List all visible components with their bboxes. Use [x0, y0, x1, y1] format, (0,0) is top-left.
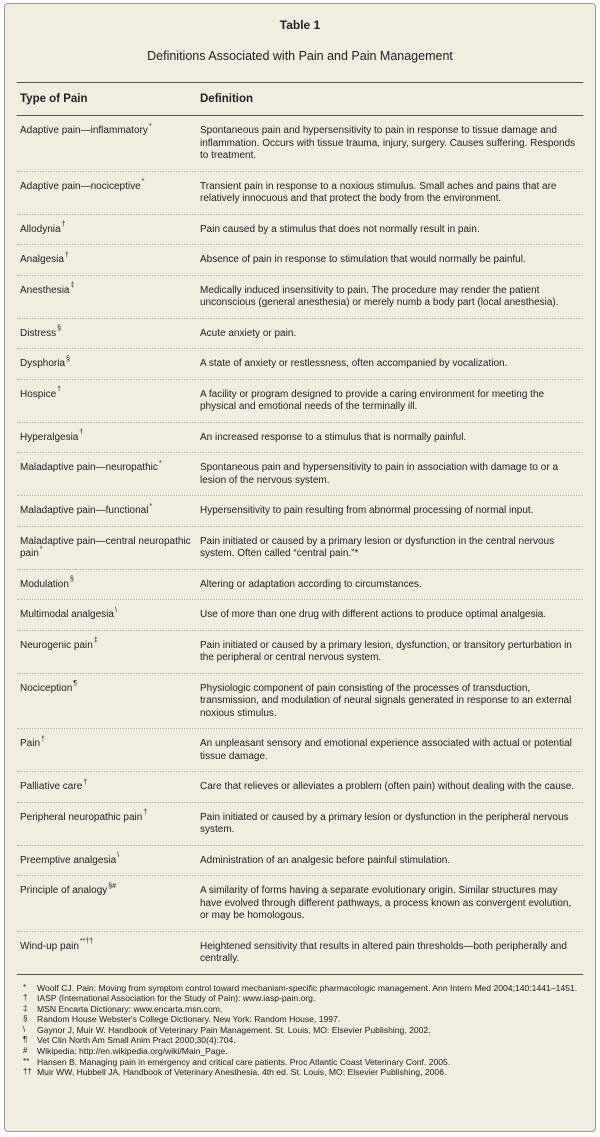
row-definition: Transient pain in response to a noxious stimulus. Small aches and pains that are relatively innocuous and that protect the body from the environment. [200, 180, 557, 204]
row-term-cell [17, 576, 200, 592]
row-definition: A state of anxiety or restlessness, often accompanied by vocalization. [200, 358, 508, 369]
table-row [17, 570, 583, 601]
row-term: Wind-up pain [20, 940, 79, 952]
table-row [17, 846, 583, 877]
table-row [17, 245, 583, 276]
row-reference-mark: * [39, 545, 43, 553]
row-definition: An increased response to a stimulus that is normally painful. [200, 431, 467, 443]
row-term: Pain [20, 738, 41, 749]
footnote-text: IASP (International Association for the Study of Pain): www.iasp-pain.org. [37, 993, 316, 1004]
footnote-mark: ‡ [23, 1003, 28, 1013]
row-definition: Medically induced insensitivity to pain. The procedure may render the patient unconscious (general anesthesia) or merely numb a body part (local anesthesia). [200, 284, 559, 308]
row-term-cell [17, 852, 200, 868]
row-term-cell [17, 325, 200, 341]
table-bottom-rule [17, 974, 583, 975]
footnote-mark: # [23, 1046, 28, 1056]
row-term: Analgesia [20, 254, 64, 265]
row-term: Allodynia [20, 223, 61, 235]
row-term: Maladaptive pain—neuropathic [20, 462, 158, 473]
table-row [17, 876, 583, 932]
footnote-mark: † [23, 993, 28, 1003]
row-term-cell [17, 251, 200, 267]
table-row [17, 215, 583, 246]
row-reference-mark: \ [117, 852, 120, 860]
row-reference-mark: * [141, 178, 145, 186]
footnote [23, 1067, 583, 1078]
row-definition: An unpleasant sensory and emotional experience associated with actual or potential tissue damage. [200, 738, 572, 762]
footnote-text: Muir WW, Hubbell JA. Handbook of Veterinary Anesthesia. 4th ed. St. Louis, MO: Elsevier Publishing, 2006. [37, 1067, 447, 1078]
table-label: Table 1 [279, 18, 321, 32]
row-reference-mark: § [69, 576, 74, 584]
row-reference-mark: * [148, 122, 152, 130]
row-term: Distress [20, 327, 57, 339]
footnote-mark: ** [23, 1056, 30, 1066]
row-term-cell [17, 221, 200, 237]
row-term-cell [17, 282, 200, 310]
footnote-text: Hansen B. Managing pain in emergency and critical care patients. Proc Atlantic Coast Veterinary Conf. 2005. [37, 1056, 451, 1067]
footnote [23, 1057, 583, 1068]
row-reference-mark: **†† [79, 938, 94, 946]
row-definition: A facility or program designed to provide a caring environment for meeting the physical and emotional needs of the terminally ill. [200, 388, 545, 412]
footnote-mark: § [23, 1014, 28, 1024]
table-row [17, 496, 583, 527]
table-row [17, 631, 583, 674]
row-term: Modulation [20, 578, 69, 590]
table-title: Definitions Associated with Pain and Pain Management [147, 49, 453, 63]
row-reference-mark: † [61, 221, 66, 229]
table-row [17, 729, 583, 772]
table-row [17, 380, 583, 423]
row-term-cell [17, 536, 200, 561]
row-definition: Pain initiated or caused by a primary lesion or dysfunction in the peripheral nervous system. [200, 811, 569, 835]
footnote [23, 1004, 583, 1015]
row-term-cell [17, 809, 200, 837]
table-row [17, 527, 583, 570]
row-reference-mark: ‡ [93, 637, 98, 645]
row-definition: Use of more than one drug with different actions to produce optimal analgesia. [200, 609, 547, 620]
footnote-text: Vet Clin North Am Small Anim Pract 2000;30(4):704. [37, 1035, 236, 1046]
table-body [5, 116, 595, 974]
row-definition: Heightened sensitivity that results in altered pain thresholds—both peripherally and centrally. [200, 940, 567, 964]
table-top-rule [17, 82, 583, 83]
row-reference-mark: † [143, 809, 148, 817]
row-term: Maladaptive pain—central neuropathic pain [20, 535, 191, 559]
row-definition: A similarity of forms having a separate evolutionary origin. Similar structures may have evolved through different pathways, a process known as convergent evolution, or may be homologous. [200, 885, 572, 921]
footnote [23, 1025, 583, 1036]
row-term-cell [17, 502, 200, 518]
row-term: Dysphoria [20, 358, 66, 369]
row-term-cell [17, 122, 200, 163]
row-definition: Physiologic component of pain consisting of the processes of transduction, transmission, and modulation of neural signals generated in response to an external noxious stimulus. [200, 682, 572, 719]
row-definition: Acute anxiety or pain. [200, 327, 297, 339]
row-definition: Absence of pain in response to stimulation that would normally be painful. [200, 254, 526, 265]
row-reference-mark: § [57, 325, 62, 333]
row-term-cell [17, 680, 200, 721]
column-header-type: Type of Pain [20, 93, 88, 105]
row-reference-mark: ¶ [73, 680, 78, 688]
row-definition: Spontaneous pain and hypersensitivity to pain in association with damage to or a lesion of the nervous system. [200, 462, 559, 486]
table-row [17, 423, 583, 454]
footnote-text: Wikipedia: http://en.wikipedia.org/wiki/Main_Page. [37, 1046, 228, 1057]
footnote-text: Random House Webster's College Dictionary. New York: Random House, 1997. [37, 1014, 341, 1025]
footnote [23, 983, 583, 994]
row-reference-mark: \ [114, 606, 117, 614]
column-header-definition: Definition [200, 93, 254, 105]
row-reference-mark: * [149, 502, 153, 510]
table-panel [4, 3, 596, 1132]
row-term: Principle of analogy [20, 885, 108, 896]
row-reference-mark: ‡ [70, 282, 75, 290]
row-term-cell [17, 606, 200, 622]
footnotes [5, 983, 595, 1078]
row-term: Preemptive analgesia [20, 854, 117, 866]
footnote-text: Woolf CJ. Pain: Moving from symptom control toward mechanism-specific pharmacologic management. Ann Intern Med 2004;140:1441–1451. [37, 982, 578, 993]
footnote [23, 993, 583, 1004]
row-definition: Pain initiated or caused by a primary lesion, dysfunction, or transitory perturbation in the peripheral or central nervous system. [200, 639, 572, 663]
row-term: Hyperalgesia [20, 431, 79, 443]
row-definition: Care that relieves or alleviates a problem (often pain) without dealing with the cause. [200, 781, 575, 792]
row-term: Hospice [20, 388, 57, 400]
row-reference-mark: † [64, 251, 69, 259]
row-definition: Administration of an analgesic before painful stimulation. [200, 854, 451, 866]
row-term-cell [17, 637, 200, 665]
row-reference-mark: † [41, 735, 45, 743]
row-definition: Pain caused by a stimulus that does not normally result in pain. [200, 223, 480, 235]
row-term: Multimodal analgesia [20, 609, 114, 620]
footnote [23, 1035, 583, 1046]
row-term: Nociception [20, 682, 73, 694]
row-reference-mark: * [158, 459, 162, 467]
row-definition: Pain initiated or caused by a primary lesion or dysfunction in the central nervous system. Often called “central pain.”* [200, 535, 555, 559]
row-reference-mark: † [83, 778, 88, 786]
footnote-mark: ¶ [23, 1035, 28, 1045]
table-row [17, 276, 583, 319]
row-reference-mark: † [57, 386, 62, 394]
row-term: Maladaptive pain—functional [20, 505, 149, 516]
footnote-text: MSN Encarta Dictionary: www.encarta.msn.com. [37, 1003, 223, 1014]
row-term: Adaptive pain—nociceptive [20, 180, 141, 192]
row-term: Adaptive pain—inflammatory [20, 125, 148, 136]
row-term-cell [17, 882, 200, 923]
row-term-cell [17, 735, 200, 763]
row-term-cell [17, 355, 200, 371]
footnote-mark: * [23, 982, 27, 992]
table-row [17, 932, 583, 974]
footnote-mark: \ [23, 1024, 26, 1034]
row-reference-mark: † [79, 429, 84, 437]
table-row [17, 319, 583, 350]
footnote [23, 1046, 583, 1057]
row-term-cell [17, 459, 200, 487]
row-term-cell [17, 386, 200, 414]
row-term-cell [17, 178, 200, 206]
row-term-cell [17, 938, 200, 966]
row-definition: Spontaneous pain and hypersensitivity to pain in response to tissue damage and inflammation. Occurs with tissue trauma, injury, surgery. Causes suffering. Responds to treatment. [200, 125, 576, 161]
table-row [17, 772, 583, 803]
footnote [23, 1014, 583, 1025]
row-definition: Hypersensitivity to pain resulting from abnormal processing of normal input. [200, 505, 534, 516]
table-header-row [5, 92, 595, 106]
table-row [17, 803, 583, 846]
row-definition: Altering or adaptation according to circumstances. [200, 578, 422, 590]
table-row [17, 172, 583, 215]
table-row [17, 349, 583, 380]
row-term-cell [17, 778, 200, 794]
row-term: Neurogenic pain [20, 639, 93, 651]
row-term: Peripheral neuropathic pain [20, 811, 143, 823]
footnote-text: Gaynor J, Muir W. Handbook of Veterinary Pain Management. St. Louis, MO: Elsevier Publishing, 2002. [37, 1024, 431, 1035]
table-row [17, 600, 583, 631]
row-term: Palliative care [20, 781, 83, 792]
footnote-mark: †† [23, 1067, 32, 1077]
row-reference-mark: § [66, 355, 70, 363]
row-reference-mark: §# [108, 882, 117, 890]
table-row [17, 116, 583, 172]
table-row [17, 674, 583, 730]
table-row [17, 453, 583, 496]
row-term: Anesthesia [20, 284, 70, 296]
row-term-cell [17, 429, 200, 445]
